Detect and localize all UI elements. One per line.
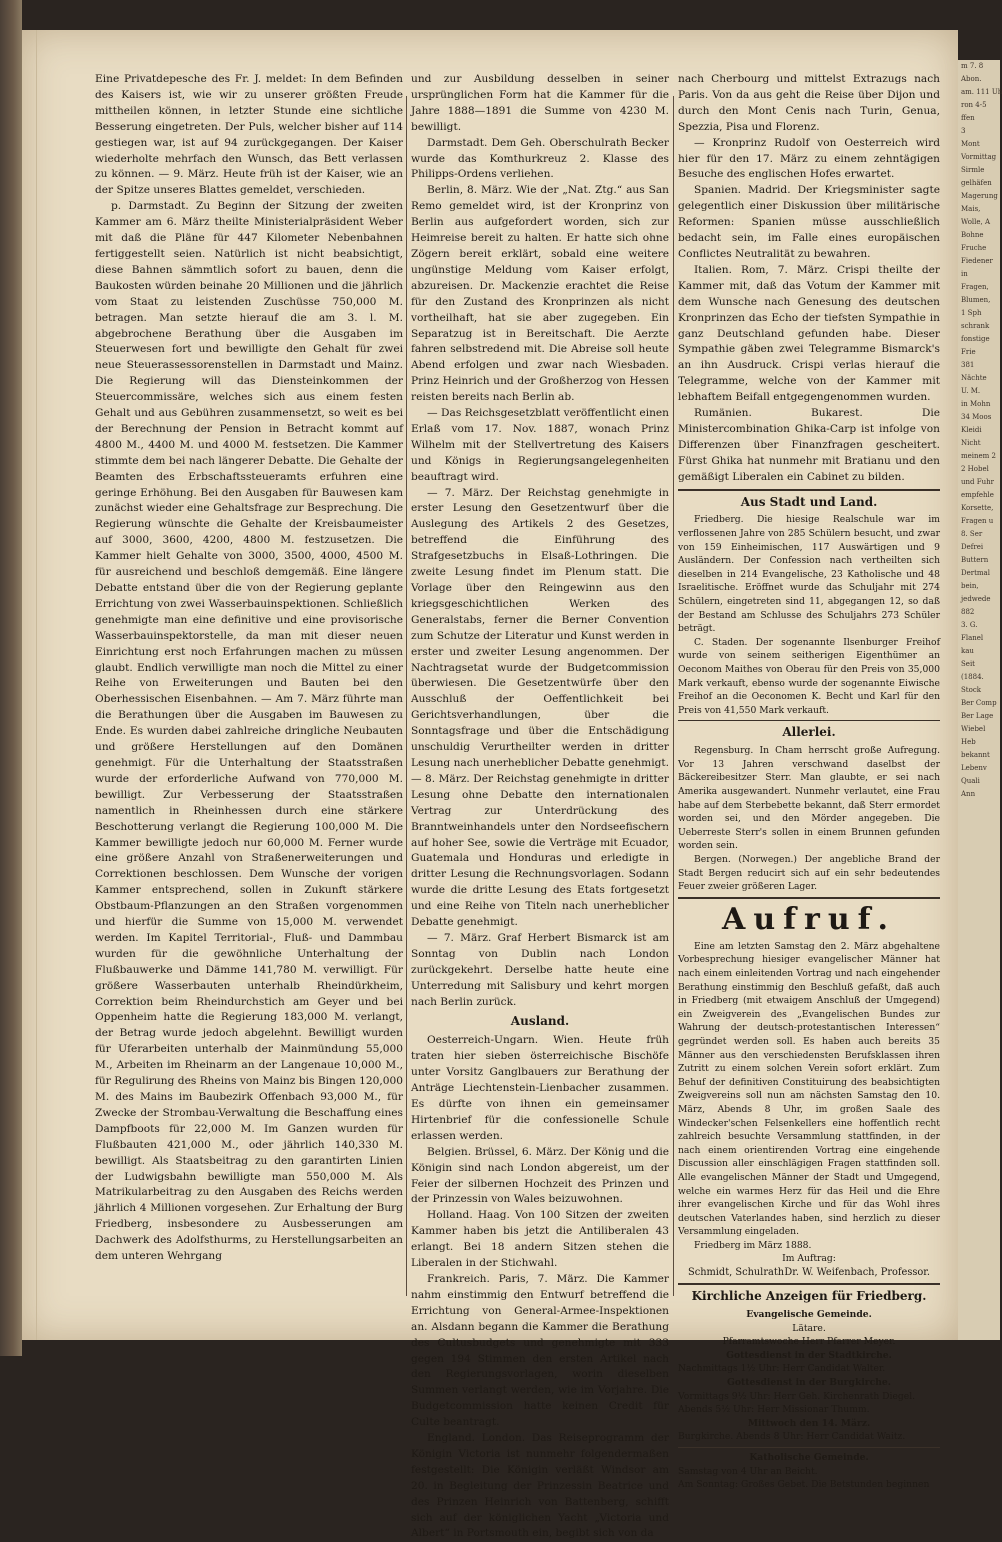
section-heading-stadt-und-land: Aus Stadt und Land. <box>740 494 878 509</box>
article-paragraph: — Das Reichsgesetzblatt veröffentlicht einen Erlaß vom 17. Nov. 1887, wonach Prinz Wilhelm mit der Stellvertretung des Kaisers und Königs in Regierungsangelegenheiten beauftragt wird. <box>411 407 669 483</box>
adjacent-page-text: 34 Moos <box>961 413 992 421</box>
article-paragraph: — 7. März. Graf Herbert Bismarck ist am Sonntag von Dublin nach London zurückgekehrt. Derselbe hatte heute eine Unterredung mit Salisbury und kehrt morgen nach Berlin zurück. <box>411 931 669 1008</box>
appeal-on-behalf: Im Auftrag: <box>782 1253 836 1265</box>
adjacent-page-text: Quali <box>961 777 980 785</box>
article-paragraph: — 7. März. Der Reichstag genehmigte in erster Lesung den Gesetzentwurf über die Auslegung des Artikels 2 des Gesetzes, betreffend die Einführung des Strafgesetzbuchs in Elsaß-Lothringen. Die zweite Lesung findet im Plenum statt. Die Vorlage über den Reingewinn aus den kriegsgeschichtlichen Werken des Generalstabs, ferner die Berner Convention zum Schutze der Literatur und Kunst werden in erster und zweiter Lesung angenommen. Der Nachtragsetat wurde der Budgetcommission überwiesen. Die Gesetzentwürfe über den Ausschluß der Oeffentlichkeit bei Gerichtsverhandlungen, über die Sonntagsfrage und über die Entschädigung unschuldig Verurtheilter werden in dritter Lesung nach unerheblicher Debatte genehmigt. — 8. März. Der Reichstag genehmigte in dritter Lesung ohne Debatte den internationalen Vertrag zur Unterdrückung des Branntweinhandels unter den Nordseefischern auf hoher See, sowie die Verträge mit Ecuador, Guatemala und Honduras und erledigte in dritter Lesung die Rechnungsvorlagen. Sodann wurde die dritte Lesung des Etats fortgesetzt und eine Reihe von Titeln nach unerheblicher Debatte genehmigt. <box>411 486 669 929</box>
column-rule-1 <box>406 96 407 1296</box>
section-divider <box>678 489 940 491</box>
adjacent-page-text: Ber Comp <box>961 699 997 707</box>
article-paragraph: Italien. Rom, 7. März. Crispi theilte der Kammer mit, daß das Votum der Kammer mit dem Wunsche nach Genesung des deutschen Kronprinzen das Echo der tiefsten Sympathie in ganz Deutschland gefunden habe. Dieser Sympathie gäben zwei Telegramme Bismarck's an ihn Ausdruck. Crispi verlas hierauf die Telegramme, welche von der Kammer mit lebhaftem Beifall entgegengenommen wurden. <box>678 263 940 404</box>
burgkirche-heading: Gottesdienst in der Burgkirche. <box>727 1376 891 1388</box>
adjacent-page-text: 8. Ser <box>961 530 983 538</box>
adjacent-page-text: 3 <box>961 127 966 135</box>
article-paragraph: Holland. Haag. Von 100 Sitzen der zweiten Kammer haben bis jetzt die Antiliberalen 43 erlangt. Bei 18 andern Sitzen stehen die Liberalen in der Stichwahl. <box>411 1209 669 1270</box>
article-paragraph: Oesterreich-Ungarn. Wien. Heute früh traten hier sieben österreichische Bischöfe unter Vorsitz Ganglbauers zur Berathung der Anträge Liechtenstein-Lienbacher zusammen. Es dürfte von ihnen ein gemeinsamer Hirtenbrief für die confessionelle Schule erlassen werden. <box>411 1034 669 1142</box>
adjacent-page-text: Wiebel <box>961 725 986 733</box>
adjacent-page-text: Bohne <box>961 231 984 239</box>
adjacent-page-text: 882 <box>961 608 975 616</box>
article-paragraph: Frankreich. Paris, 7. März. Die Kammer nahm einstimmig den Entwurf betreffend die Errichtung von General-Armee-Inspektionen an. Alsdann begann die Kammer die Berathung des Cultusbudgets und genehmigte mit 333 gegen 194 Stimmen den ersten Artikel nach den Regierungsvorlagen, worin dieselben Summen verlangt werden, wie im Vorjahre. Die Budgetcommission hatte keinen Credit für Culte beantragt. <box>411 1272 669 1429</box>
adjacent-page-text: Magerung <box>961 192 998 200</box>
wednesday-heading: Mittwoch den 14. März. <box>747 1417 871 1429</box>
adjacent-page-text: U. M. <box>961 387 981 395</box>
misc-news-paragraph: Bergen. (Norwegen.) Der angebliche Brand der Stadt Bergen reducirt sich auf ein sehr bedeutendes Feuer zweier größeren Lager. <box>678 854 940 893</box>
adjacent-page-text: Ann <box>961 790 976 798</box>
adjacent-page-text: m 7. 8 <box>961 62 984 70</box>
adjacent-page-text: kau <box>961 647 974 655</box>
adjacent-page-fragment <box>958 60 1000 1340</box>
article-paragraph: Berlin, 8. März. Wie der „Nat. Ztg.“ aus San Remo gemeldet wird, ist der Kronprinz von Berlin aus aufgefordert worden, sich zur Heimreise bereit zu halten. Er hatte sich ohne Zögern bereit erklärt, sobald eine weitere ungünstige Meldung vom Kaiser erfolgt, abzureisen. Dr. Mackenzie erachtet die Reise für den Zustand des Kronprinzen als nicht vortheilhaft, hat sie aber zugegeben. Ein Separatzug ist in Bereitschaft. Die Aerzte fahren selbstredend mit. Die Abreise soll heute Abend erfolgen und zwar nach Wiesbaden. Prinz Heinrich und der Großherzog von Hessen reisten bereits nach Berlin ab. <box>411 184 669 404</box>
adjacent-page-text: Nicht <box>961 439 981 447</box>
section-divider <box>678 897 940 899</box>
article-paragraph: nach Cherbourg und mittelst Extrazugs nach Paris. Von da aus geht die Reise über Dijon und durch den Mont Cenis nach Turin, Genua, Spezzia, Pisa und Florenz. <box>678 73 940 133</box>
article-paragraph: Rumänien. Bukarest. Die Ministercombination Ghika-Carp ist infolge von Differenzen über Finanzfragen gescheitert. Fürst Ghika hat nunmehr mit Bratianu und den gemäßigt Liberalen ein Cabinet zu bilden. <box>678 407 940 483</box>
stadtkirche-service: Nachmittags 1½ Uhr: Herr Candidat Walter. <box>678 1363 886 1375</box>
adjacent-page-text: Vormittag <box>961 153 997 161</box>
adjacent-page-text: Fragen u <box>961 517 994 525</box>
article-paragraph: Darmstadt. Dem Geh. Oberschulrath Becker wurde das Komthurkreuz 2. Klasse des Philipps-Ordens verliehen. <box>411 136 669 181</box>
article-paragraph: Spanien. Madrid. Der Kriegsminister sagte gelegentlich einer Diskussion über militärische Reformen: Spanien müsse ausschließlich bedacht sein, im Falle eines europäischen Conflictes Neutralität zu bewahren. <box>678 184 940 260</box>
adjacent-page-text: Korsette, <box>961 504 994 512</box>
adjacent-page-text: 1 Sph <box>961 309 982 317</box>
article-paragraph: England. London. Das Reiseprogramm der Königin Victoria ist nunmehr folgendermaßen festgestellt: Die Königin verläßt Windsor am 20. in Begleitung der Prinzessin Beatrice und des Prinzen Heinrich von Battenberg, schifft sich auf der königlichen Yacht „Victoria und Albert“ in Portsmouth ein, begibt sich von da <box>411 1432 669 1540</box>
adjacent-page-text: in <box>961 270 968 278</box>
appeal-paragraph: Eine am letzten Samstag den 2. März abgehaltene Vorbesprechung hiesiger evangelischer Männer hat nach einem einleitenden Vortrag und nach eingehender Berathung einstimmig den Beschluß gefaßt, daß auch in Friedberg (mit etwaigem Anschluß der Umgegend) ein Zweigverein des „Evangelischen Bundes zur Wahrung der deutsch-protestantischen Interessen“ gegründet werden soll. Es haben auch bereits 35 Männer aus den verschiedensten Berufsklassen ihren Zutritt zu einem solchen Verein sofort erklärt. Zum Behuf der definitiven Constituirung des beabsichtigten Zweigvereins soll nun am nächsten Samstag den 10. März, Abends 8 Uhr, im großen Saale des Windecker'schen Felsenkellers eine hoffentlich recht zahlreich besuchte Versammlung stattfinden, in der nach einem orientirenden Vortrag eine eingehende Discussion aller einschlägigen Fragen stattfinden soll. Alle evangelischen Männer der Stadt und Umgegend, welche ein warmes Herz für das Heil und die Ehre ihrer evangelischen Kirche und für das Wohl ihres deutschen Vaterlandes haben, sind herzlich zu dieser Versammlung eingeladen. <box>678 940 940 1238</box>
adjacent-page-text: Blumen, <box>961 296 991 304</box>
adjacent-page-text: schrank <box>961 322 990 330</box>
column-rule-2 <box>673 96 674 1296</box>
wednesday-service: Burgkirche. Abends 8 Uhr: Herr Candidat Waitz. <box>678 1431 906 1443</box>
signature-right: Dr. W. Weifenbach, Professor. <box>784 1267 930 1279</box>
pastor-week: Pfarramtswoche Herr Pfarrer Meyer. <box>722 1336 896 1348</box>
column-2 <box>411 72 669 1540</box>
local-news-paragraph: Friedberg. Die hiesige Realschule war im verflossenen Jahre von 285 Schülern besucht, und zwar von 159 Einheimischen, 117 Auswärtigen und 9 Ausländern. Der Confession nach vertheilten sich dieselben in 214 Evangelische, 23 Katholische und 48 Israelitische. Eröffnet wurde das Schuljahr mit 274 Schülern, eingetreten sind 11, abgegangen 12, so daß der Bestand am Schlusse des Schuljahrs 273 Schüler beträgt. <box>678 514 940 635</box>
adjacent-page-text: Fragen, <box>961 283 989 291</box>
article-paragraph: Belgien. Brüssel, 6. März. Der König und die Königin sind nach London abgereist, um der Feier der silbernen Hochzeit des Prinzen und der Prinzessin von Wales beizuwohnen. <box>411 1145 669 1206</box>
article-paragraph: p. Darmstadt. Zu Beginn der Sitzung der zweiten Kammer am 6. März theilte Ministerialpräsident Weber mit daß die Pläne für 447 Kilometer Nebenbahnen fertiggestellt seien. Natürlich ist nicht beabsichtigt, diese Bahnen sämmtlich sofort zu bauen, denn die Baukosten würden beinahe 20 Millionen und die jährlich vom Staat zu leistenden Zuschüsse 750,000 M. betragen. Man setzte hierauf die am 3. l. M. abgebrochene Berathung über die Ausgaben im Steuerwesen fort und bewilligte den Gehalt für zwei neue Steuerassessorenstellen in Darmstadt und Mainz. Die Regierung will das Diensteinkommen der Steuercommissäre, welches sich aus einem festen Gehalt und aus Gebühren zusammensetzt, so weit es bei der Berechnung der Pension in Betracht kommt auf 4800 M., 4400 M. und 4000 M. festsetzen. Die Kammer stimmte dem bei nach längerer Debatte. Die Gehalte der Beamten des Erbschaftssteueramts erfuhren eine geringe Erhöhung. Bei den Ausgaben für Bauwesen kam zunächst wieder eine Gehaltsfrage zur Besprechung. Die Regierung wünschte die Gehalte der Kreisbaumeister auf 3000, 3600, 4200, 4800 M. festzusetzen. Die Kammer hielt Gehalte von 3000, 3500, 4000, 4500 M. für ausreichend und beschloß demgemäß. Eine längere Debatte entstand über die von der Regierung geplante Errichtung von zwei Wasserbauinspektionen. Schließlich genehmigte man eine definitive und eine provisorische Wasserbauinspektorstelle, da man mit dieser neuen Einrichtung erst noch Erfahrungen machen zu müssen glaubt. Endlich verwilligte man noch die Mittel zu einer Reihe von Erweiterungen und Bauten bei den Oberhessischen Eisenbahnen. — Am 7. März führte man die Berathungen über die Ausgaben im Bauwesen zu Ende. Es wurden dabei zahlreiche dringliche Neubauten und größere Herstellungen auf den Domänen genehmigt. Für die Unterhaltung der Staatsstraßen wurde der erforderliche Aufwand von 770,000 M. bewilligt. Zur Verbesserung der Staatsstraßen namentlich in Rheinhessen durch eine stärkere Beschotterung verlangt die Regierung 100,000 M. Die Kammer bewilligte jedoch nur 60,000 M. Ferner wurde eine größere Anzahl von Straßenerweiterungen und Correktionen beschlossen. Dem Wunsche der vorigen Kammer entsprechend, sollen in Zukunft stärkere Obstbaum-Pflanzungen an den Straßen vorgenommen und hierfür die Summe von 15,000 M. verwendet werden. Im Kapitel Territorial-, Fluß- und Dammbau wurden für die gewöhnliche Unterhaltung der Flußbauwerke und Dämme 141,780 M. verwilligt. Für größere Wasserbauten unterhalb Rheindürkheim, Correktion beim Rheindurchstich am Geyer und bei Oppenheim hatte die Regierung 183,000 M. verlangt, der Betrag wurde jedoch abgelehnt. Bewilligt wurden für Uferarbeiten unterhalb der Mainmündung 55,000 M., Arbeiten im Rheinarm an der Langenaue 10,000 M., für Regulirung des Rheins von Mainz bis Bingen 120,000 M. des Mains im Baubezirk Offenbach 93,000 M., für Zwecke der Strombau-Verwaltung die Beschaffung eines Dampfboots für 22,000 M. Im Ganzen wurden für Flußbauten 421,000 M., oder jährlich 140,330 M. bewilligt. Als Staatsbeitrag zu den garantirten Linien der Ludwigsbahn bewilligte man 550,000 M. Als Matrikularbeitrag zu den Ausgaben des Reichs werden jährlich 4 Millionen vorgesehen. Zur Erhaltung der Burg Friedberg, insbesondere zu Ausbesserungen am Dachwerk des Adolfsthurms, zu Herstellungsarbeiten an dem unteren Wehrgang <box>95 200 403 1263</box>
adjacent-page-text: Heb <box>961 738 976 746</box>
adjacent-page-text: Defrei <box>961 543 984 551</box>
article-paragraph: — Kronprinz Rudolf von Oesterreich wird hier für den 17. März zu einem zehntägigen Besuche des englischen Hofes erwartet. <box>678 136 940 181</box>
column-1 <box>95 72 403 1300</box>
adjacent-page-text: Flanel <box>961 634 984 642</box>
adjacent-page-text: Mais, <box>961 205 981 213</box>
adjacent-page-text: meinem 2 <box>961 452 996 460</box>
adjacent-page-text: 381 <box>961 361 975 369</box>
column-3 <box>678 72 940 1491</box>
section-heading-allerlei: Allerlei. <box>782 725 836 740</box>
misc-news-paragraph: Regensburg. In Cham herrscht große Aufregung. Vor 13 Jahren verschwand daselbst der Bäckereibesitzer Sterr. Man glaubte, er sei nach Amerika ausgewandert. Nunmehr verlautet, eine Frau habe auf dem Sterbebette bekannt, daß Sterr ermordet worden sei, und den Mörder angegeben. Die Ueberreste Sterr's sollen in einem Brunnen gefunden worden sein. <box>678 745 940 852</box>
adjacent-page-text: ron 4-5 <box>961 101 987 109</box>
section-divider <box>678 1447 940 1448</box>
adjacent-page-text: in Mohn <box>961 400 991 408</box>
adjacent-page-text: ffen <box>961 114 975 122</box>
adjacent-page-text: Abon. <box>961 75 982 83</box>
adjacent-page-text: bekannt <box>961 751 990 759</box>
stadtkirche-heading: Gottesdienst in der Stadtkirche. <box>726 1349 892 1361</box>
appeal-heading: Aufruf. <box>722 901 896 937</box>
adjacent-page-text: 2 Hobel <box>961 465 989 473</box>
catholic-notice: Am Sonntag: Großes Gebet. Die Betstunden beginnen <box>678 1479 930 1491</box>
adjacent-page-text: Sirmle <box>961 166 985 174</box>
adjacent-page-text: am. 111 Uh <box>961 88 1002 96</box>
sunday-name: Lätare. <box>792 1322 826 1334</box>
adjacent-page-text: bein, <box>961 582 979 590</box>
adjacent-page-text: gelhäfen <box>961 179 992 187</box>
adjacent-page-text: Seit <box>961 660 975 668</box>
catholic-notice: Samstag von 4 Uhr an Beicht. <box>678 1465 818 1477</box>
section-divider <box>678 1283 940 1285</box>
adjacent-page-text: jedwede <box>961 595 991 603</box>
adjacent-page-text: Kleidi <box>961 426 982 434</box>
article-paragraph: und zur Ausbildung desselben in seiner ursprünglichen Form hat die Kammer für die Jahre 1888—1891 die Summe von 4230 M. bewilligt. <box>411 73 669 133</box>
adjacent-page-text: Nächte <box>961 374 987 382</box>
adjacent-page-text: Mont <box>961 140 980 148</box>
adjacent-page-text: empfehle <box>961 491 994 499</box>
local-news-paragraph: C. Staden. Der sogenannte Ilsenburger Freihof wurde von seinem seitherigen Eigenthümer an Oeconom Maithes von Oberau für den Preis von 35,000 Mark verkauft, ebenso wurde der sogenannte Eiwische Freihof an die Oeconomen K. Becht und Karl für den Preis von 41,550 Mark verkauft. <box>678 636 940 716</box>
burgkirche-service: Abends 5½ Uhr: Herr Missionar Thumm. <box>678 1404 870 1416</box>
appeal-signatures <box>678 1266 940 1280</box>
adjacent-page-text: Frie <box>961 348 976 356</box>
adjacent-page-text: Stock <box>961 686 981 694</box>
adjacent-page-text: (1884. <box>961 673 984 681</box>
adjacent-page-text: Ber Lage <box>961 712 994 720</box>
church-notices-heading: Kirchliche Anzeigen für Friedberg. <box>691 1289 927 1304</box>
adjacent-page-text: und Fuhr <box>961 478 994 486</box>
adjacent-page-text: Fruche <box>961 244 987 252</box>
signature-left: Schmidt, Schulrath <box>688 1267 785 1279</box>
adjacent-page-text: Fiedener <box>961 257 993 265</box>
page-margin-line <box>36 30 37 1340</box>
article-paragraph: Eine Privatdepesche des Fr. J. meldet: In dem Befinden des Kaisers ist, wie wir zu unserer größten Freude mittheilen können, in letzter Stunde eine sichtliche Besserung eingetreten. Der Puls, welcher bisher auf 114 gestiegen war, ist auf 94 zurückgegangen. Der Kaiser wiederholte mehrfach den Wunsch, das Bett verlassen zu können. — 9. März. Heute früh ist der Kaiser, wie an der Spitze unseres Blattes gemeldet, verschieden. <box>95 73 403 197</box>
book-binding <box>0 0 22 1356</box>
adjacent-page-text: Lebenv <box>961 764 987 772</box>
catholic-heading: Katholische Gemeinde. <box>749 1451 869 1463</box>
adjacent-page-text: 3. G. <box>961 621 978 629</box>
evangelical-heading: Evangelische Gemeinde. <box>746 1308 872 1320</box>
adjacent-page-text: Buttern <box>961 556 989 564</box>
section-heading-ausland: Ausland. <box>510 1014 570 1029</box>
adjacent-page-text: Wolle, A <box>961 218 991 226</box>
adjacent-page-text: Dertmal <box>961 569 990 577</box>
section-divider <box>678 720 940 721</box>
adjacent-page-text: fonstige <box>961 335 990 343</box>
appeal-date: Friedberg im März 1888. <box>694 1239 812 1251</box>
burgkirche-service: Vormittags 9½ Uhr: Herr Geh. Kirchenrath Diegel. <box>678 1390 916 1402</box>
